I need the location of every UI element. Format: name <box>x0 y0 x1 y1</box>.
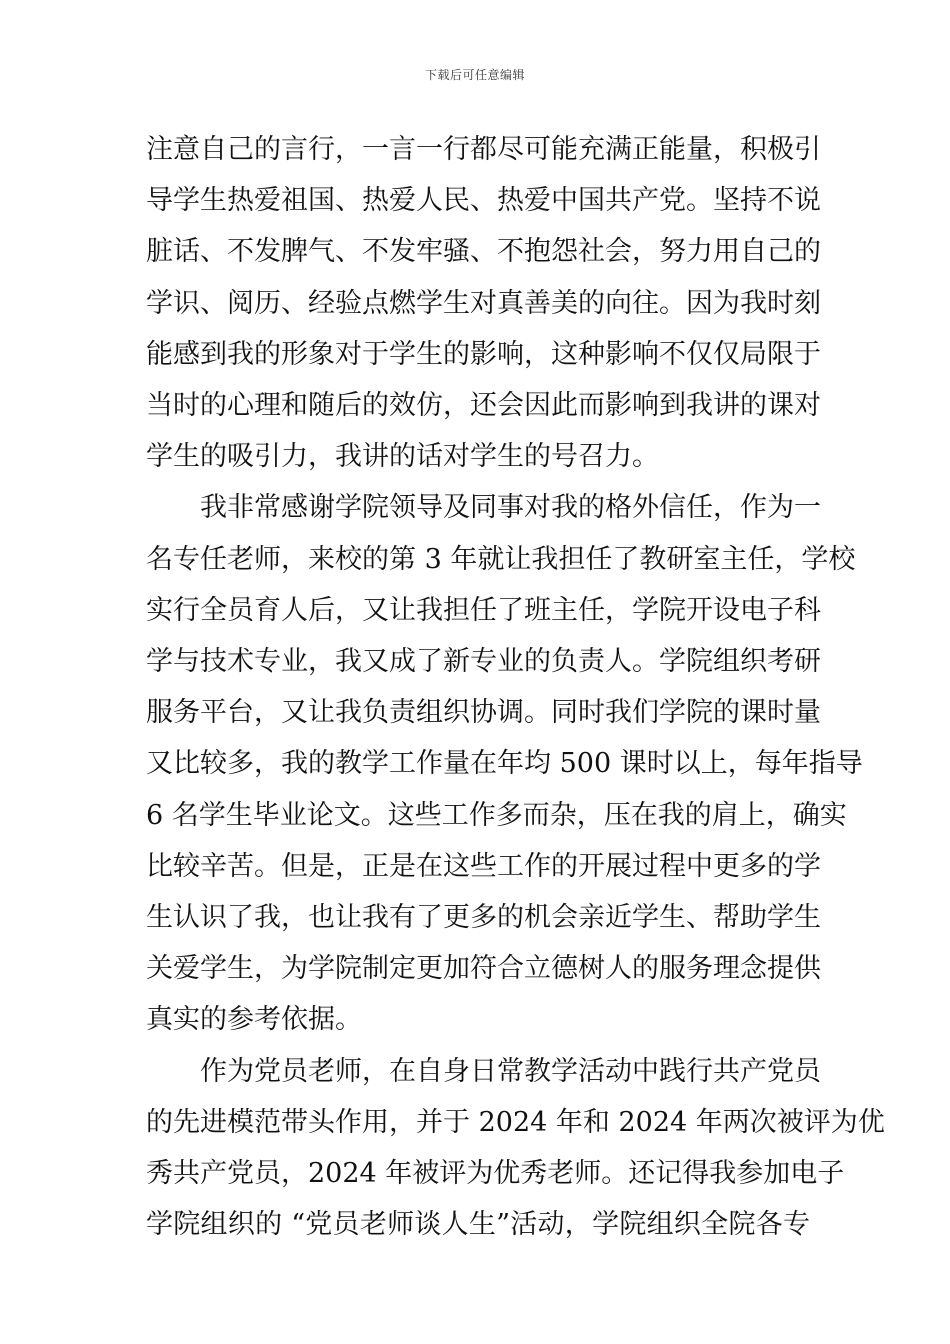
text-line: 脏话、不发脾气、不发牢骚、不抱怨社会，努力用自己的 <box>146 236 821 268</box>
text-line: 秀共产党员，2024 年被评为优秀老师。还记得我参加电子 <box>146 1158 845 1190</box>
text-line: 真实的参考依据。 <box>146 1004 362 1036</box>
text-line: 注意自己的言行，一言一行都尽可能充满正能量，积极引 <box>146 134 821 165</box>
text-line: 我非常感谢学院领导及同事对我的格外信任，作为一 <box>200 492 821 524</box>
text-line: 能感到我的形象对于学生的影响，这种影响不仅仅局限于 <box>146 338 821 370</box>
text-line: 学生的吸引力，我讲的话对学生的号召力。 <box>146 441 659 473</box>
text-line: 的先进模范带头作用，并于 2024 年和 2024 年两次被评为优 <box>146 1106 885 1138</box>
document-body <box>146 124 885 1250</box>
text-line: 学与技术专业，我又成了新专业的负责人。学院组织考研 <box>146 646 821 678</box>
text-line: 关爱学生，为学院制定更加符合立德树人的服务理念提供 <box>146 953 821 985</box>
text-line: 导学生热爱祖国、热爱人民、热爱中国共产党。坚持不说 <box>146 185 821 217</box>
text-line: 服务平台，又让我负责组织协调。同时我们学院的课时量 <box>146 697 821 729</box>
text-line: 学识、阅历、经验点燃学生对真善美的向往。因为我时刻 <box>146 287 821 319</box>
text-line: 6 名学生毕业论文。这些工作多而杂，压在我的肩上，确实 <box>146 799 847 831</box>
text-line: 实行全员育人后，又让我担任了班主任，学院开设电子科 <box>146 594 821 626</box>
paragraph-2 <box>146 482 863 1045</box>
page-header: 下载后可任意编辑 <box>424 68 525 82</box>
text-line: 又比较多，我的教学工作量在年均 500 课时以上，每年指导 <box>146 748 863 780</box>
paragraph-1 <box>146 124 821 482</box>
text-line: 生认识了我，也让我有了更多的机会亲近学生、帮助学生 <box>146 902 821 934</box>
text-line: 比较辛苦。但是，正是在这些工作的开展过程中更多的学 <box>146 850 821 882</box>
text-line: 学院组织的 “党员老师谈人生”活动，学院组织全院各专 <box>146 1209 810 1241</box>
text-line: 当时的心理和随后的效仿，还会因此而影响到我讲的课对 <box>146 390 821 422</box>
text-line: 作为党员老师，在自身日常教学活动中践行共产党员 <box>200 1055 821 1087</box>
text-line: 名专任老师，来校的第 3 年就让我担任了教研室主任，学校 <box>146 543 856 575</box>
paragraph-3 <box>146 1046 885 1251</box>
